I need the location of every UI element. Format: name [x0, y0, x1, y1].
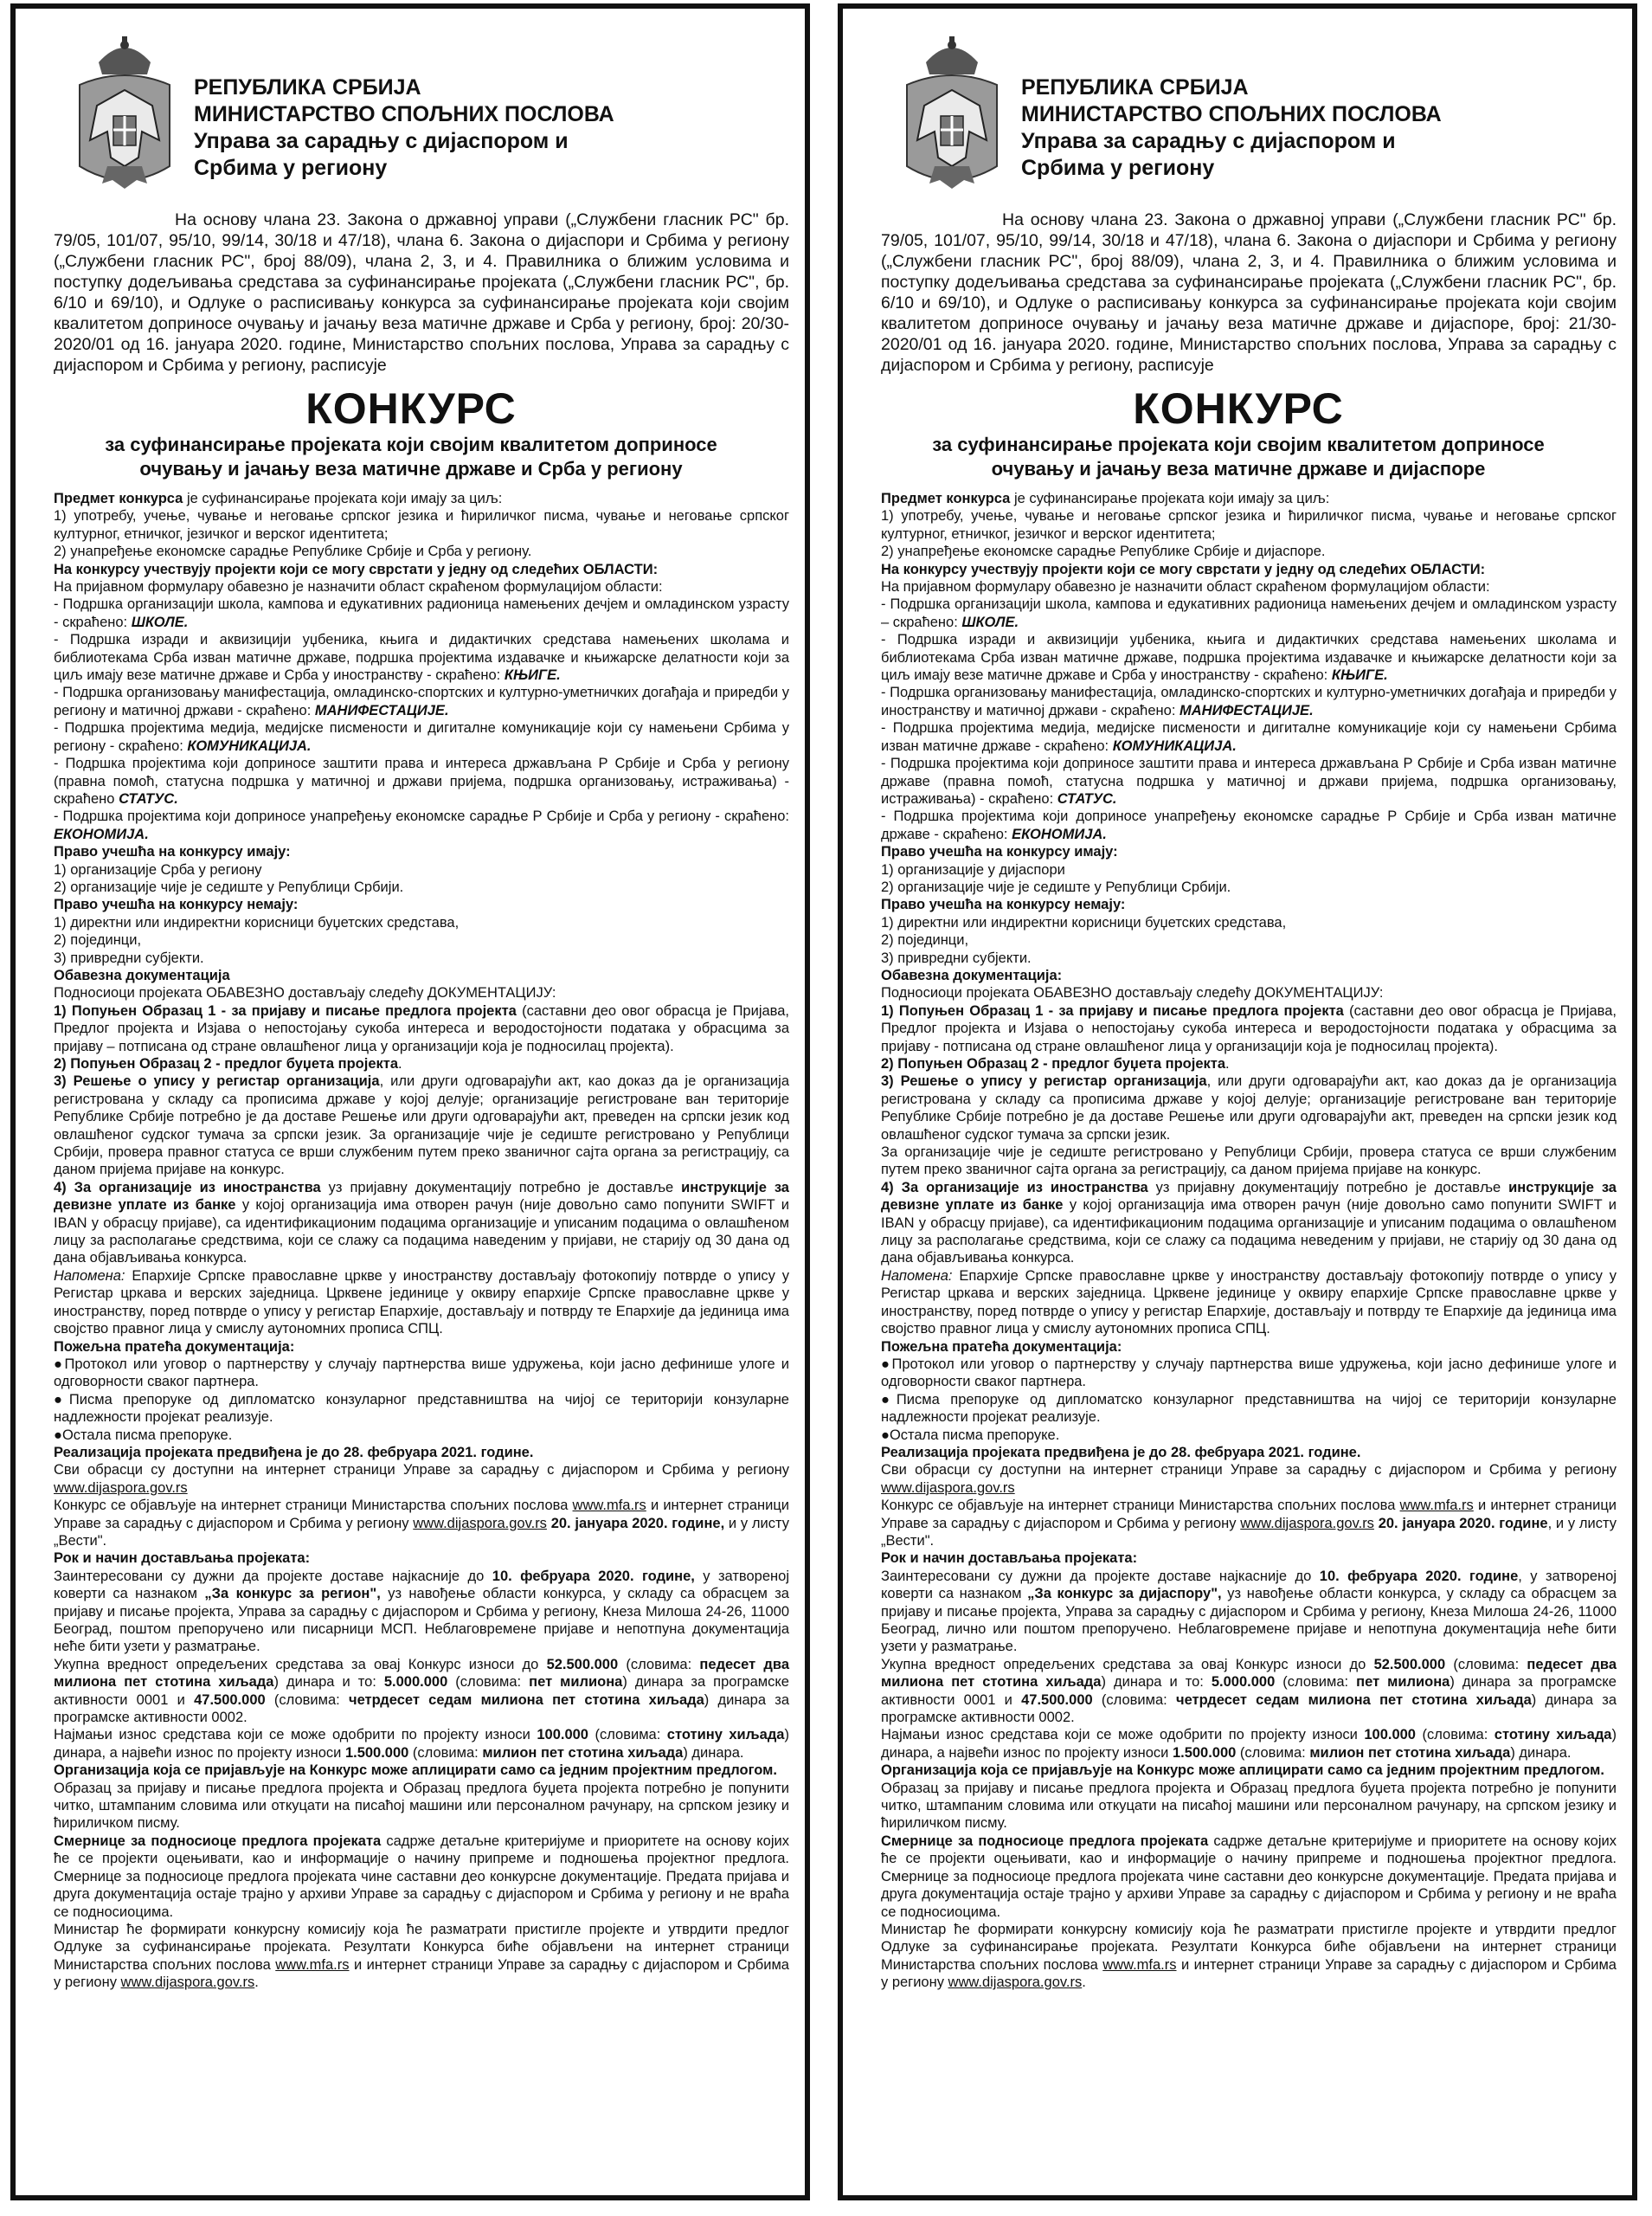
doc-item: 4) За организације из иностранства уз пријавну документацију потребно је доставље инструкције за девизне уплате из банке у којој организација има отворен рачун (није довољно само попунити SWIFT и IBAN у обрасцу пријаве), са идентификационим подацима организације и уписаним подацима о овлашћеном лицу за располагање средствима, који се слажу са подацима неведеним у пријави, не старију од 30 дана од дана објављивања конкурса.	[881, 1179, 1617, 1266]
eligible-item: 1) организације у дијаспори	[881, 861, 1065, 878]
header-republic: РЕПУБЛИКА СРБИЈА	[194, 75, 421, 100]
doc-item: 4) За организације из иностранства уз пријавну документацију потребно је доставље инструкције за девизне уплате из банке у којој организација има отворен рачун (није довољно само попунити SWIFT и IBAN у обрасцу пријаве), са идентификационим подацима организације и уписаним подацима о овлашћеном лицу за располагање средствима, који се слажу са подацима наведеним у пријави, не старију од 30 дана од дана објављивања конкурса.	[54, 1179, 789, 1266]
notice-diaspora	[838, 3, 1637, 2200]
desired-item: ●Протокол или уговор о партнерству у случају партнерства више удружења, који јасно дефинише улоге и одговорности сваког партнера.	[881, 1356, 1617, 1390]
areas-intro: На пријавном формулару обавезно је назначити област скраћеном формулацијом области:	[54, 579, 663, 596]
noneligible-heading: Право учешћа на конкурсу немају:	[881, 897, 1126, 913]
desired-item: ●Остала писма препоруке.	[881, 1427, 1060, 1443]
deadline-heading: Рок и начин достављања пројеката:	[54, 1550, 311, 1567]
funds-paragraph: Укупна вредност опредељених средстава за овај Конкурс износи до 52.500.000 (словима: педесет два милиона пет стотина хиљада) динара и то: 5.000.000 (словима: пет милиона) динара за програмске активности 0001 и 47.500.000 (словима: четрдесет седам милиона пет стотина хиљада) динара за програмске активности 0002.	[881, 1656, 1617, 1726]
dijaspora-link[interactable]: www.dijaspora.gov.rs	[948, 1974, 1083, 1991]
desired-item: ●Писма препоруке од дипломатско конзуларног представништва на чијој се територији конзуларне надлежности пројекат реализује.	[54, 1391, 789, 1426]
area-item: - Подршка изради и аквизицији уџбеника, књига и дидактичких средстава намењених школама и библиотекама Срба изван матичне државе, подршка пројектима издавачке и књижарске делатности који за циљ имају везе матичне државе и Срба у иностранству - скраћено: КЊИГЕ.	[881, 632, 1617, 684]
mfa-link[interactable]: www.mfa.rs	[1399, 1498, 1474, 1514]
desired-heading: Пожељна пратећа документација:	[881, 1338, 1122, 1355]
area-item: - Подршка пројектима који доприносе унапређењу економске сарадње Р Србије и Срба изван матичне државе - скраћено: ЕКОНОМИЈА.	[881, 808, 1617, 842]
noneligible-item: 3) привредни субјекти.	[881, 950, 1032, 966]
forms-paragraph: Сви обрасци су доступни на интернет страници Управе за сарадњу с дијаспором и Србима у региону www.dijaspora.gov.rs	[881, 1462, 1617, 1496]
areas-heading: На конкурсу учествују пројекти који се могу сврстати у једну од следећих ОБЛАСТИ:	[54, 561, 659, 577]
dijaspora-link[interactable]: www.dijaspora.gov.rs	[54, 1479, 188, 1496]
header-office-line1: Управа за сарадњу с дијаспором и	[1021, 129, 1396, 153]
header-office-line2: Србима у региону	[1021, 156, 1215, 180]
docs-heading: Обавезна документација	[54, 967, 230, 983]
deadline-paragraph: Заинтересовани су дужни да пројекте доставе најкасније до 10. фебруара 2020. године, у затвореној коверти са назнаком „За конкурс за дијаспору", уз навођење области конкурса, у складу са обрасцем за пријаву и писање пројекта, Управа за сарадњу с дијаспором и Србима у региону, Кнеза Милоша 24-26, 11000 Београд, лично или поштом препоручено. Неблаговремене пријаве и непотпуна документација неће бити узети у разматрање.	[881, 1568, 1617, 1655]
noneligible-item: 2) појединци,	[881, 932, 969, 949]
note-paragraph: Напомена: Епархије Српске православне цркве у иностранству достављају фотокопију потврде о упису у Регистар цркава и верских заједница. Црквене јединице у оквиру епархије Српске православне цркве у иностранству, поред потврде о упису у регистар Епархије, достављају и потврду те Епархије да јединица има својство правног лица у смислу аутономних прописа СПЦ.	[881, 1267, 1617, 1337]
docs-intro: Подносиоци пројеката ОБАВЕЗНО достављају следећу ДОКУМЕНТАЦИЈУ:	[54, 985, 556, 1002]
area-item: - Подршка организацији школа, кампова и едукативних радионица намењених дечјем и омладинском узрасту – скраћено: ШКОЛЕ.	[881, 596, 1617, 630]
dijaspora-link[interactable]: www.dijaspora.gov.rs	[413, 1515, 547, 1531]
body	[881, 490, 1617, 1992]
mfa-link[interactable]: www.mfa.rs	[572, 1498, 646, 1514]
subtitle	[860, 433, 1617, 481]
subject-paragraph: Предмет конкурса је суфинансирање пројеката који имају за циљ:	[54, 491, 503, 506]
desired-item: ●Остала писма препоруке.	[54, 1427, 233, 1443]
area-item: - Подршка организовању манифестација, омладинско-спортских и културно-уметничких догађаја и приредби у региону и матичној држави - скраћено: МАНИФЕСТАЦИЈЕ.	[54, 685, 789, 718]
final-paragraph: Министар ће формирати конкурсну комисију која ће разматрати пристигле пројекте и утврдити предлог Одлуке за суфинансирање пројеката. Резултати Конкурса биће објављени на интернет страници Министарства спољних послова www.mfa.rs и интернет страници Управе за сарадњу с дијаспором и Србима у региону www.dijaspora.gov.rs.	[54, 1921, 789, 1991]
single-proposal-heading: Организација која се пријављује на Конкурс може аплицирати само са једним пројектним предлогом.	[881, 1762, 1604, 1779]
area-item: - Подршка пројектима који доприносе заштити права и интереса држављана Р Србије и Срба изван матичне државе (правна помоћ, статусна подршка у матичној и држави пријема, подршка организовању, истраживања) - скраћено: СТАТУС.	[881, 756, 1617, 807]
subject-item: 1) употребу, учење, чување и неговање српског језика и ћириличког писма, чување и неговање српског културног, етничког, језичког и верског идентитета;	[881, 508, 1617, 542]
eligible-item: 1) организације Срба у региону	[54, 861, 262, 878]
header-office-line2: Србима у региону	[194, 156, 388, 180]
guidelines-paragraph: Смернице за подносиоце предлога пројеката садрже детаљне критеријуме и приоритете на основу којих ће се пројекти оцењивати, као и информације о начину припреме и подношења пројектног предлога. Смернице за подносиоце предлога пројеката чине саставни део конкурсне документације. Предата пријава и друга документација остаје трајно у архиви Управе за сарадњу с дијаспором и Србима у региону и не враћа се подносиоцима.	[881, 1833, 1617, 1920]
guidelines-paragraph: Смернице за подносиоце предлога пројеката садрже детаљне критеријуме и приоритете на основу којих ће се пројекти оцењивати, као и информације о начину припреме и подношења пројектног предлога. Смернице за подносиоце предлога пројеката чине саставни део конкурсне документације. Предата пријава и друга документација остаје трајно у архиви Управе за сарадњу с дијаспором и Србима у региону и не враћа се подносиоцима.	[54, 1833, 789, 1920]
area-item: - Подршка пројектима медија, медијске писмености и дигиталне комуникације који су намењени Србима изван матичне државе - скраћено: КОМУНИКАЦИЈА.	[881, 720, 1617, 754]
doc-item: 1) Попуњен Образац 1 - за пријаву и писање предлога пројекта (саставни део овог обрасца је Пријава, Предлог пројекта и Изјава о непостојању сукоба интереса и веродостојности података у обрасцима за пријаву – потписана од стране овлашћеног лица у организацији која је подносилац пројекта).	[54, 1002, 790, 1054]
eligible-heading: Право учешћа на конкурсу имају:	[881, 844, 1118, 860]
eligible-item: 2) организације чије је седиште у Републици Србији.	[881, 879, 1231, 895]
header-office-line1: Управа за сарадњу с дијаспором и	[194, 129, 569, 153]
limits-paragraph: Најмањи износ средстава који се може одобрити по пројекту износи 100.000 (словима: стотину хиљада) динара, а највећи износ по пројекту износи 1.500.000 (словима: милион пет стотина хиљада) динара.	[881, 1727, 1617, 1761]
subject-item: 2) унапређење економске сарадње Републике Србије и дијаспоре.	[881, 544, 1326, 560]
doc-item: 2) Попуњен Образац 2 - предлог буџета пројекта.	[881, 1056, 1230, 1072]
noneligible-item: 3) привредни субјекти.	[54, 950, 204, 966]
desired-item: ●Протокол или уговор о партнерству у случају партнерства више удружења, који јасно дефинише улоге и одговорности сваког партнера.	[54, 1356, 789, 1390]
area-item: - Подршка организовању манифестација, омладинско-спортских и културно-уметничких догађаја и приредби у иностранству и матичној држави - скраћено: МАНИФЕСТАЦИЈЕ.	[881, 685, 1617, 718]
subtitle-line1: за суфинансирање пројеката који својим квалитетом доприносе	[932, 434, 1545, 455]
body	[54, 490, 789, 1992]
noneligible-item: 1) директни или индиректни корисници буџетских средстава,	[881, 914, 1287, 931]
forms-instructions: Образац за пријаву и писање предлога пројекта и Образац предлога буџета пројекта потребно је попунити читко, штампаним словима или откуцати на писаћој машини или персоналном рачунару, на српском језику и ћириличком писму.	[54, 1780, 789, 1832]
area-item: - Подршка пројектима медија, медијске писмености и дигиталне комуникације који су намењени Србима у региону - скраћено: КОМУНИКАЦИЈА.	[54, 720, 789, 754]
subtitle-line1: за суфинансирање пројеката који својим квалитетом доприносе	[105, 434, 717, 455]
doc-item: 2) Попуњен Образац 2 - предлог буџета пројекта.	[54, 1056, 402, 1072]
subject-item: 2) унапређење економске сарадње Републике Србије и Срба у региону.	[54, 544, 532, 560]
subject-item: 1) употребу, учење, чување и неговање српског језика и ћириличког писма, чување и неговање српског културног, етничког, језичког и верског идентитета;	[54, 508, 789, 542]
header-ministry: МИНИСТАРСТВО СПОЉНИХ ПОСЛОВА	[194, 102, 614, 126]
subtitle-line2: очувању и јачању веза матичне државе и дијаспоре	[991, 458, 1486, 480]
eligible-heading: Право учешћа на конкурсу имају:	[54, 844, 291, 860]
note-paragraph: Напомена: Епархије Српске православне цркве у иностранству достављају фотокопију потврде о упису у Регистар цркава и верских заједница. Црквене јединице у оквиру епархије Српске православне цркве у иностранству, поред потврде о упису у регистар Епархије, достављају и потврду те Епархије да јединица има својство правног лица у смислу аутономних прописа СПЦ.	[54, 1267, 789, 1337]
area-item: - Подршка пројектима који доприносе унапређењу економске сарадње Р Србије и Срба у региону - скраћено: ЕКОНОМИЈА.	[54, 808, 789, 842]
coat-of-arms-icon	[900, 36, 1004, 190]
docs-heading: Обавезна документација:	[881, 967, 1063, 983]
deadline-heading: Рок и начин достављања пројеката:	[881, 1550, 1138, 1567]
area-item: - Подршка пројектима који доприносе заштити права и интереса држављана Р Србије и Срба у региону (правна помоћ, статусна подршка у матичној и држави пријема, подршка организовању, истраживања) - скраћено СТАТУС.	[54, 756, 789, 807]
noneligible-item: 1) директни или индиректни корисници буџетских средстава,	[54, 914, 460, 931]
intro-paragraph: На основу члана 23. Закона о државној управи („Службени гласник РС" бр. 79/05, 101/07, 95/10, 99/14, 30/18 и 47/18), члана 6. Закона о дијаспори и Србима у региону („Службени гласник РС", број 88/09), члана 2, 3, и 4. Правилника о ближим условима и поступку додељивања средстава за суфинансирање пројеката („Службени гласник РС", бр. 6/10 и 69/10), и Одлуке о расписивању конкурса за суфинансирање пројеката који својим квалитетом доприносе очувању и јачању веза матичне државе и Срба у региону, број: 20/30-2020/01 од 16. јануара 2020. године, Министарство спољних послова, Управа за сарадњу с дијаспором и Србима у региону, расписује	[54, 210, 789, 375]
dijaspora-link[interactable]: www.dijaspora.gov.rs	[1240, 1515, 1374, 1531]
area-item: - Подршка изради и аквизицији уџбеника, књига и дидактичких средстава намењених школама и библиотекама Срба изван матичне државе, подршка пројектима издавачке и књижарске делатности који за циљ имају везе матичне државе и Срба у иностранству - скраћено: КЊИГЕ.	[54, 632, 789, 684]
publish-paragraph: Конкурс се објављује на интернет страници Министарства спољних послова www.mfa.rs и интернет страници Управе за сарадњу с дијаспором и Србима у региону www.dijaspora.gov.rs 20. јануара 2020. године, и у листу „Вести".	[54, 1498, 789, 1549]
final-paragraph: Министар ће формирати конкурсну комисију која ће разматрати пристигле пројекте и утврдити предлог Одлуке за суфинансирање пројеката. Резултати Конкурса биће објављени на интернет страници Министарства спољних послова www.mfa.rs и интернет страници Управе за сарадњу с дијаспором и Србима у региону www.dijaspora.gov.rs.	[881, 1921, 1617, 1991]
areas-intro: На пријавном формулару обавезно је назначити област скраћеном формулацијом области:	[881, 579, 1490, 596]
area-item: - Подршка организацији школа, кампова и едукативних радионица намењених дечјем и омладинском узрасту - скраћено: ШКОЛЕ.	[54, 596, 789, 630]
subject-paragraph: Предмет конкурса је суфинансирање пројеката који имају за циљ:	[881, 491, 1330, 506]
docs-intro: Подносиоци пројеката ОБАВЕЗНО достављају следећу ДОКУМЕНТАЦИЈУ:	[881, 985, 1384, 1002]
realization-heading: Реализација пројеката предвиђена је до 28. фебруара 2021. године.	[881, 1444, 1361, 1460]
mfa-link[interactable]: www.mfa.rs	[1102, 1956, 1177, 1973]
noneligible-item: 2) појединци,	[54, 932, 142, 949]
header-ministry: МИНИСТАРСТВО СПОЉНИХ ПОСЛОВА	[1021, 102, 1442, 126]
doc-item: 3) Решење о упису у регистар организација, или други одговарајући акт, као доказ да је организација регистрована у складу са прописима државе у којој делује; организације регистроване ван територије Републике Србије потребно је да доставе Решење или други одговарајући акт, преведен на српски језик код овлашћеног судског тумача за српски језик.	[881, 1073, 1617, 1143]
single-proposal-heading: Организација која се пријављује на Конкурс може аплицирати само са једним пројектним предлогом.	[54, 1762, 777, 1779]
desired-item: ●Писма препоруке од дипломатско конзуларног представништва на чијој се територији конзуларне надлежности пројекат реализује.	[881, 1391, 1617, 1426]
letterhead	[33, 24, 789, 206]
letterhead	[860, 24, 1617, 206]
subtitle-line2: очувању и јачању веза матичне државе и Срба у региону	[139, 458, 683, 480]
mfa-link[interactable]: www.mfa.rs	[275, 1956, 350, 1973]
doc-item: 3) Решење о упису у регистар организација, или други одговарајући акт, као доказ да је организација регистрована у складу са прописима државе у којој делује; организације регистроване ван територије Републике Србије потребно је да доставе Решење или други одговарајући акт, преведен на српски језик код овлашћеног судског тумача за српски језик. За организације чије је седиште регистровано у Републици Србији, провера правног статуса се врши службеним путем преко званичног сајта органа за регистрацију, са даном пријема пријаве на конкурс.	[54, 1073, 789, 1178]
doc-item: 1) Попуњен Образац 1 - за пријаву и писање предлога пројекта (саставни део овог обрасца је Пријава, Предлог пројекта и Изјава о непостојању сукоба интереса и веродостојности података у обрасцима за пријаву - потписана од стране овлашћеног лица у организацији која је подносилац пројекта).	[881, 1002, 1617, 1054]
doc-item-extra: За организације чије је седиште регистровано у Републици Србији, провера статуса се врши службеним путем преко званичног сајта органа за регистрацију, са даном пријема пријаве на конкурс.	[881, 1144, 1617, 1178]
coat-of-arms-icon	[73, 36, 177, 190]
funds-paragraph: Укупна вредност опредељених средстава за овај Конкурс износи до 52.500.000 (словима: педесет два милиона пет стотина хиљада) динара и то: 5.000.000 (словима: пет милиона) динара за програмске активности 0001 и 47.500.000 (словима: четрдесет седам милиона пет стотина хиљада) динара за програмске активности 0002.	[54, 1656, 790, 1726]
page-title: КОНКУРС	[305, 384, 517, 433]
eligible-item: 2) организације чије је седиште у Републици Србији.	[54, 879, 404, 895]
deadline-paragraph: Заинтересовани су дужни да пројекте доставе најкасније до 10. фебруара 2020. године, у затвореној коверти са назнаком „За конкурс за регион", уз навођење области конкурса, у складу са обрасцем за пријаву и писање пројекта, Управа за сарадњу с дијаспором и Србима у региону, Кнеза Милоша 24-26, 11000 Београд, поштом препоручено или писарници МСП. Неблаговремене пријаве и непотпуна документација неће бити узети у разматрање.	[54, 1568, 789, 1655]
dijaspora-link[interactable]: www.dijaspora.gov.rs	[120, 1974, 255, 1991]
intro-paragraph: На основу члана 23. Закона о државној управи („Службени гласник РС" бр. 79/05, 101/07, 95/10, 99/14, 30/18 и 47/18), члана 6. Закона о дијаспори и Србима у региону („Службени гласник РС", број 88/09), члана 2, 3, и 4. Правилника о ближим условима и поступку додељивања средстава за суфинансирање пројеката („Службени гласник РС", бр. 6/10 и 69/10), и Одлуке о расписивању конкурса за суфинансирање пројеката који својим квалитетом доприносе очувању и јачању веза матичне државе и дијаспоре, број: 21/30-2020/01 од 16. јануара 2020. године, Министарство спољних послова, Управа за сарадњу с дијаспором и Србима у региону, расписује	[881, 210, 1617, 375]
limits-paragraph: Најмањи износ средстава који се може одобрити по пројекту износи 100.000 (словима: стотину хиљада) динара, а највећи износ по пројекту износи 1.500.000 (словима: милион пет стотина хиљада) динара.	[54, 1727, 789, 1761]
notice-regional	[10, 3, 810, 2200]
forms-instructions: Образац за пријаву и писање предлога пројекта и Образац предлога буџета пројекта потребно је попунити читко, штампаним словима или откуцати на писаћој машини или персоналном рачунару, на српском језику и ћириличком писму.	[881, 1780, 1617, 1832]
dijaspora-link[interactable]: www.dijaspora.gov.rs	[881, 1479, 1015, 1496]
page-title: КОНКУРС	[1133, 384, 1344, 433]
desired-heading: Пожељна пратећа документација:	[54, 1338, 295, 1355]
publish-paragraph: Конкурс се објављује на интернет страници Министарства спољних послова www.mfa.rs и интернет страници Управе за сарадњу с дијаспором и Србима у региону www.dijaspora.gov.rs 20. јануара 2020. године, и у листу „Вести".	[881, 1498, 1617, 1549]
noneligible-heading: Право учешћа на конкурсу немају:	[54, 897, 299, 913]
realization-heading: Реализација пројеката предвиђена је до 28. фебруара 2021. године.	[54, 1444, 534, 1460]
subtitle	[33, 433, 789, 481]
forms-paragraph: Сви обрасци су доступни на интернет страници Управе за сарадњу с дијаспором и Србима у региону www.dijaspora.gov.rs	[54, 1462, 789, 1496]
header-republic: РЕПУБЛИКА СРБИЈА	[1021, 75, 1249, 100]
areas-heading: На конкурсу учествују пројекти који се могу сврстати у једну од следећих ОБЛАСТИ:	[881, 561, 1486, 577]
